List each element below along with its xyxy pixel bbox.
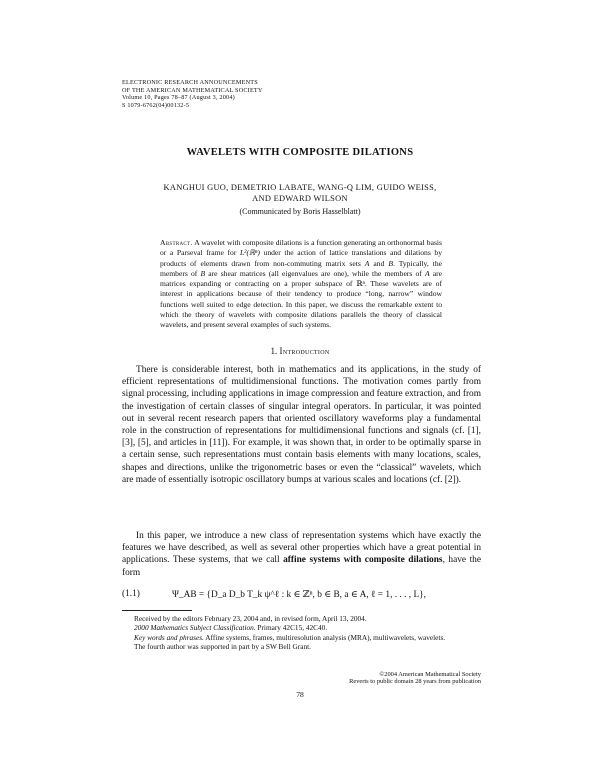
abstract-text-4: are shear matrices (all eigenvalues are one), while the members of — [205, 268, 425, 278]
authors-line1: KANGHUI GUO, DEMETRIO LABATE, WANG-Q LIM, GUIDO WEISS, — [163, 183, 437, 192]
footnote-keywords-value: Affine systems, frames, multiresolution analysis (MRA), multiwavelets, wavelets. — [203, 632, 446, 642]
author-list — [0, 182, 600, 204]
abstract-label: Abstract. — [160, 238, 193, 247]
masthead-issn: S 1079-6762(04)00132-5 — [122, 101, 190, 109]
section-title: Introduction — [279, 346, 330, 356]
footnotes — [122, 614, 481, 652]
footnote-grant: The fourth author was supported in part by a SW Bell Grant. — [134, 642, 311, 652]
abstract-text-3: . Typically, the members of — [160, 258, 442, 278]
intro-paragraph-2 — [122, 530, 481, 579]
footnote-msc-label: 2000 Mathematics Subject Classification. — [134, 623, 256, 633]
footnote-keywords — [122, 633, 481, 642]
footnote-rule — [122, 610, 192, 611]
abstract-text-5: are matrices expanding or contracting on a proper subspace of ℝⁿ. These wavelets are of interest in applications because of their tendency to produce “long, narrow” window functions well suited to edge detection. In this paper, we discuss the remarkable extent to which the theory of wavelets with composite dilations parallels the theory of classical wavelets, and present several examples of such systems. — [160, 268, 443, 330]
equation-formula: Ψ_AB = {D_a D_b T_k ψ^ℓ : k ∈ ℤⁿ, b ∈ B, a ∈ A, ℓ = 1, . . . , L}, — [172, 590, 426, 600]
footnote-received: Received by the editors February 23, 2004 and, in revised form, April 13, 2004. — [134, 614, 367, 623]
authors-line2: AND EDWARD WILSON — [252, 194, 348, 203]
masthead-volume: Volume 10, Pages 78–87 (August 3, 2004) — [122, 94, 235, 102]
abstract-set-b-2: B — [200, 268, 206, 278]
intro-p2-start: In this paper, we introduce a new class of representation systems which have exactly the features we have described, as well as several other properties which have a great potential in applications. These systems, that we call — [122, 531, 481, 566]
abstract-text-2: under the action of lattice translations and dilations by products of elements drawn from non-commuting matrix sets — [160, 248, 442, 268]
copyright-line2: Reverts to public domain 28 years from publication — [349, 678, 481, 686]
footnote-msc-value: Primary 42C15, 42C40. — [255, 623, 328, 633]
paper-title: WAVELETS WITH COMPOSITE DILATIONS — [186, 147, 414, 158]
section-number: 1. — [270, 346, 278, 356]
intro-p2-bold-term: affine systems with composite dilations — [283, 555, 443, 566]
journal-masthead — [122, 79, 263, 109]
abstract-set-b: B — [388, 258, 394, 268]
abstract-set-a: A — [364, 258, 370, 268]
copyright-notice — [349, 671, 481, 686]
abstract-set-a-2: A — [424, 268, 430, 278]
copyright-line1: ©2004 American Mathematical Society — [379, 671, 481, 678]
abstract-text-1: A wavelet with composite dilations is a function generating an orthonormal basis or a Parseval frame for — [160, 238, 442, 258]
footnote-keywords-label: Key words and phrases. — [134, 632, 204, 642]
masthead-journal-line2: OF THE AMERICAN MATHEMATICAL SOCIETY — [122, 86, 263, 94]
intro-paragraph-1: There is considerable interest, both in mathematics and its applications, in the study of efficient representations of multidimensional functions. The motivation comes partly from signal processing, including applications in image compression and feature extraction, and from the investigation of certain classes of singular integral operators. In particular, it was pointed out in several recent research papers that oriented oscillatory waveforms play a fundamental role in the construction of representations for multidimensional functions and signals (cf. [1], [3], [5], and articles in [11]). For example, it was shown that, in order to be optimally sparse in a certain sense, such representations must contain basis elements with many locations, scales, shapes and directions, unlike the trigonometric bases or even the “classical” wavelets, which are made of essentially isotropic oscillatory bumps at various scales and locations (cf. [2]). — [122, 365, 481, 485]
intro-p2-end: , have the form — [122, 555, 482, 578]
abstract-and: and — [369, 258, 389, 268]
section-heading — [0, 346, 600, 356]
page-number: 78 — [296, 690, 304, 699]
equation-number: (1.1) — [122, 589, 140, 599]
footnote-msc — [122, 623, 481, 632]
masthead-journal-line1: ELECTRONIC RESEARCH ANNOUNCEMENTS — [122, 79, 258, 86]
communicated-by: (Communicated by Boris Hasselblatt) — [239, 207, 361, 216]
abstract — [160, 238, 442, 331]
abstract-space: L²(ℝⁿ) — [239, 248, 260, 258]
